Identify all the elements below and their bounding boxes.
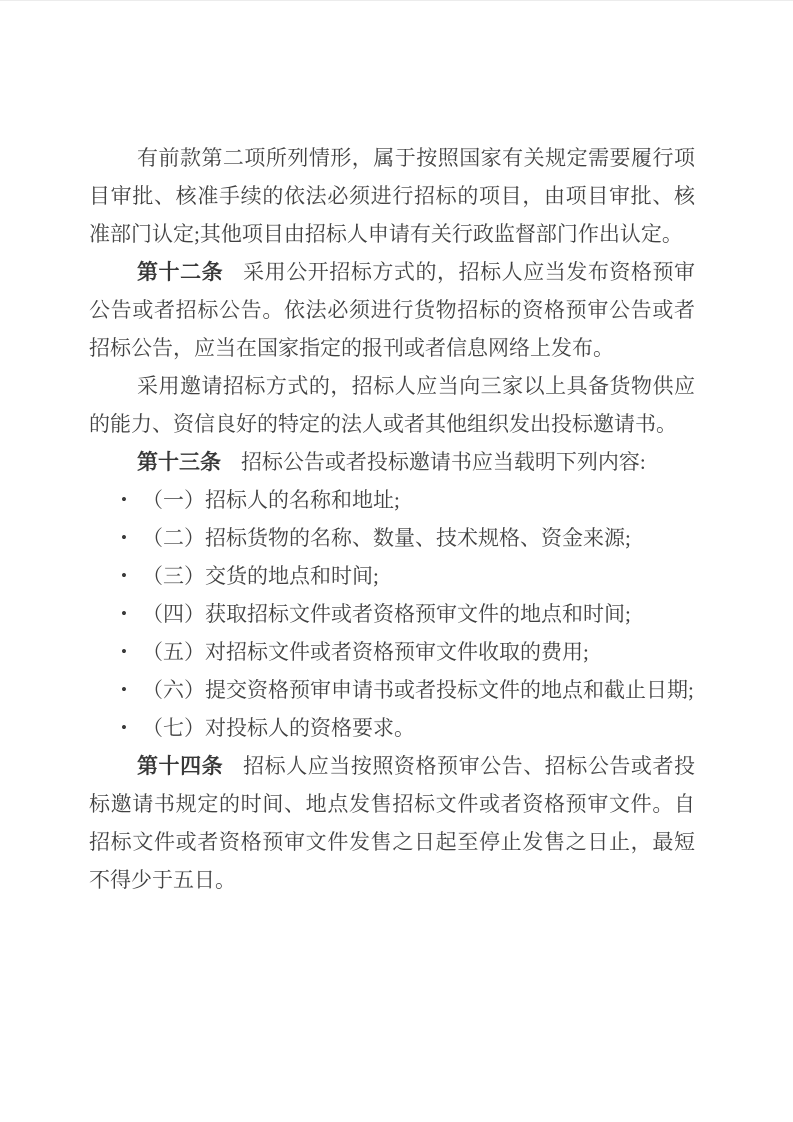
article-text: 招标公告或者投标邀请书应当载明下列内容: [240,450,646,474]
article-paragraph [89,747,695,899]
list-item-text: （五）对招标文件或者资格预审文件收取的费用; [142,640,589,664]
list-item [89,671,695,709]
article-text: 招标人应当按照资格预审公告、招标公告或者投标邀请书规定的时间、地点发售招标文件或者资格预审文件。自招标文件或者资格预审文件发售之日起至停止发售之日止，最短不得少于五日。 [89,754,696,892]
clause-list [89,481,695,747]
paragraph: 有前款第二项所列情形，属于按照国家有关规定需要履行项目审批、核准手续的依法必须进行招标的项目，由项目审批、核准部门认定;其他项目由招标人申请有关行政监督部门作出认定。 [89,146,695,246]
bullet-icon: • [121,680,127,699]
list-item [89,481,695,519]
article-text: 采用公开招标方式的，招标人应当发布资格预审公告或者招标公告。依法必须进行货物招标的资格预审公告或者招标公告，应当在国家指定的报刊或者信息网络上发布。 [89,260,696,360]
list-item-text: （二）招标货物的名称、数量、技术规格、资金来源; [142,526,631,550]
paragraph: 采用邀请招标方式的，招标人应当向三家以上具备货物供应的能力、资信良好的特定的法人或者其他组织发出投标邀请书。 [89,374,695,436]
list-item-text: （七）对投标人的资格要求。 [142,716,415,740]
bullet-icon: • [121,718,127,737]
article-paragraph [89,443,695,481]
list-item [89,557,695,595]
bullet-icon: • [121,528,127,547]
bullet-icon: • [121,490,127,509]
document-body [89,139,695,899]
list-item [89,709,695,747]
list-item-text: （一）招标人的名称和地址; [142,488,400,512]
list-item [89,595,695,633]
article-number: 第十二条 [137,260,224,284]
bullet-icon: • [121,604,127,623]
list-item-text: （三）交货的地点和时间; [142,564,379,588]
article-paragraph [89,253,695,367]
article-number: 第十四条 [137,754,224,778]
article-number: 第十三条 [137,450,221,474]
list-item [89,519,695,557]
bullet-icon: • [121,566,127,585]
list-item-text: （四）获取招标文件或者资格预审文件的地点和时间; [142,602,631,626]
bullet-icon: • [121,642,127,661]
list-item [89,633,695,671]
list-item-text: （六）提交资格预审申请书或者投标文件的地点和截止日期; [142,678,694,702]
